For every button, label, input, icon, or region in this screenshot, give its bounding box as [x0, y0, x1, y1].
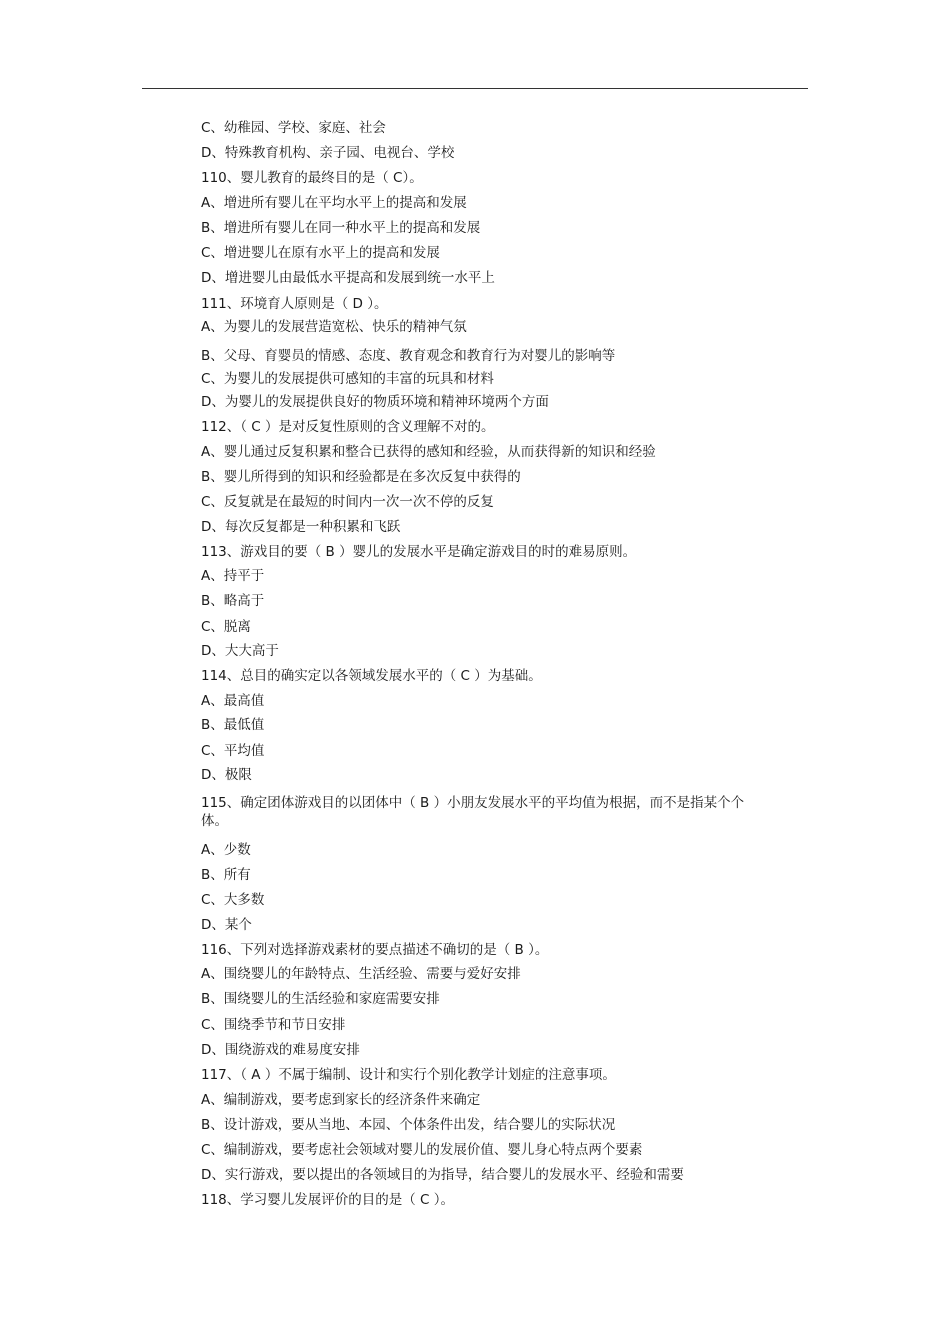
option-c: C、脱离	[201, 619, 251, 635]
option-b: B、增进所有婴儿在同一种水平上的提高和发展	[201, 220, 481, 236]
option-a: A、增进所有婴儿在平均水平上的提高和发展	[201, 195, 467, 211]
option-d: D、大大高于	[201, 643, 279, 659]
question-116: 116、下列对选择游戏素材的要点描述不确切的是（ B ）。	[201, 942, 549, 958]
option-b: B、围绕婴儿的生活经验和家庭需要安排	[201, 991, 440, 1007]
header-rule	[142, 88, 808, 89]
option-c: C、为婴儿的发展提供可感知的丰富的玩具和材料	[201, 371, 494, 387]
option-d: D、增进婴儿由最低水平提高和发展到统一水平上	[201, 270, 495, 286]
option-a: A、围绕婴儿的年龄特点、生活经验、需要与爱好安排	[201, 966, 521, 982]
option-d: D、实行游戏，要以提出的各领域目的为指导，结合婴儿的发展水平、经验和需要	[201, 1167, 684, 1183]
text-line: C、幼稚园、学校、家庭、社会	[201, 120, 386, 136]
option-c: C、平均值	[201, 743, 265, 759]
option-a: A、最高值	[201, 693, 265, 709]
option-b: B、父母、育婴员的情感、态度、教育观念和教育行为对婴儿的影响等	[201, 348, 616, 364]
option-d: D、为婴儿的发展提供良好的物质环境和精神环境两个方面	[201, 394, 549, 410]
option-d: D、某个	[201, 917, 252, 933]
question-112: 112、（ C ）是对反复性原则的含义理解不对的。	[201, 419, 495, 435]
question-113: 113、游戏目的要（ B ）婴儿的发展水平是确定游戏目的时的难易原则。	[201, 544, 637, 560]
option-b: B、最低值	[201, 717, 265, 733]
option-c: C、编制游戏，要考虑社会领域对婴儿的发展价值、婴儿身心特点两个要素	[201, 1142, 643, 1158]
option-c: C、围绕季节和节日安排	[201, 1017, 346, 1033]
option-a: A、编制游戏，要考虑到家长的经济条件来确定	[201, 1092, 481, 1108]
option-d: D、每次反复都是一种积累和飞跃	[201, 519, 401, 535]
option-c: C、大多数	[201, 892, 265, 908]
option-c: C、反复就是在最短的时间内一次一次不停的反复	[201, 494, 494, 510]
option-a: A、为婴儿的发展营造宽松、快乐的精神气氛	[201, 319, 467, 335]
option-c: C、增进婴儿在原有水平上的提高和发展	[201, 245, 440, 261]
question-114: 114、总目的确实定以各领域发展水平的（ C ）为基础。	[201, 668, 542, 684]
option-b: B、设计游戏，要从当地、本园、个体条件出发，结合婴儿的实际状况	[201, 1117, 616, 1133]
option-a: A、少数	[201, 842, 251, 858]
question-110: 110、婴儿教育的最终目的是（ C）。	[201, 170, 423, 186]
option-d: D、极限	[201, 767, 252, 783]
question-111: 111、环境育人原则是（ D ）。	[201, 296, 388, 312]
option-b: B、略高于	[201, 593, 265, 609]
option-a: A、婴儿通过反复积累和整合已获得的感知和经验，从而获得新的知识和经验	[201, 444, 656, 460]
text-line: D、特殊教育机构、亲子园、电视台、学校	[201, 145, 455, 161]
question-115: 115、确定团体游戏目的以团体中（ B ）小朋友发展水平的平均值为根据，而不是指某个个体。	[201, 795, 745, 829]
question-118: 118、学习婴儿发展评价的目的是（ C ）。	[201, 1192, 455, 1208]
option-d: D、围绕游戏的难易度安排	[201, 1042, 360, 1058]
option-a: A、持平于	[201, 568, 265, 584]
option-b: B、婴儿所得到的知识和经验都是在多次反复中获得的	[201, 469, 521, 485]
option-b: B、所有	[201, 867, 251, 883]
question-117: 117、（ A ）不属于编制、设计和实行个别化教学计划症的注意事项。	[201, 1067, 616, 1083]
